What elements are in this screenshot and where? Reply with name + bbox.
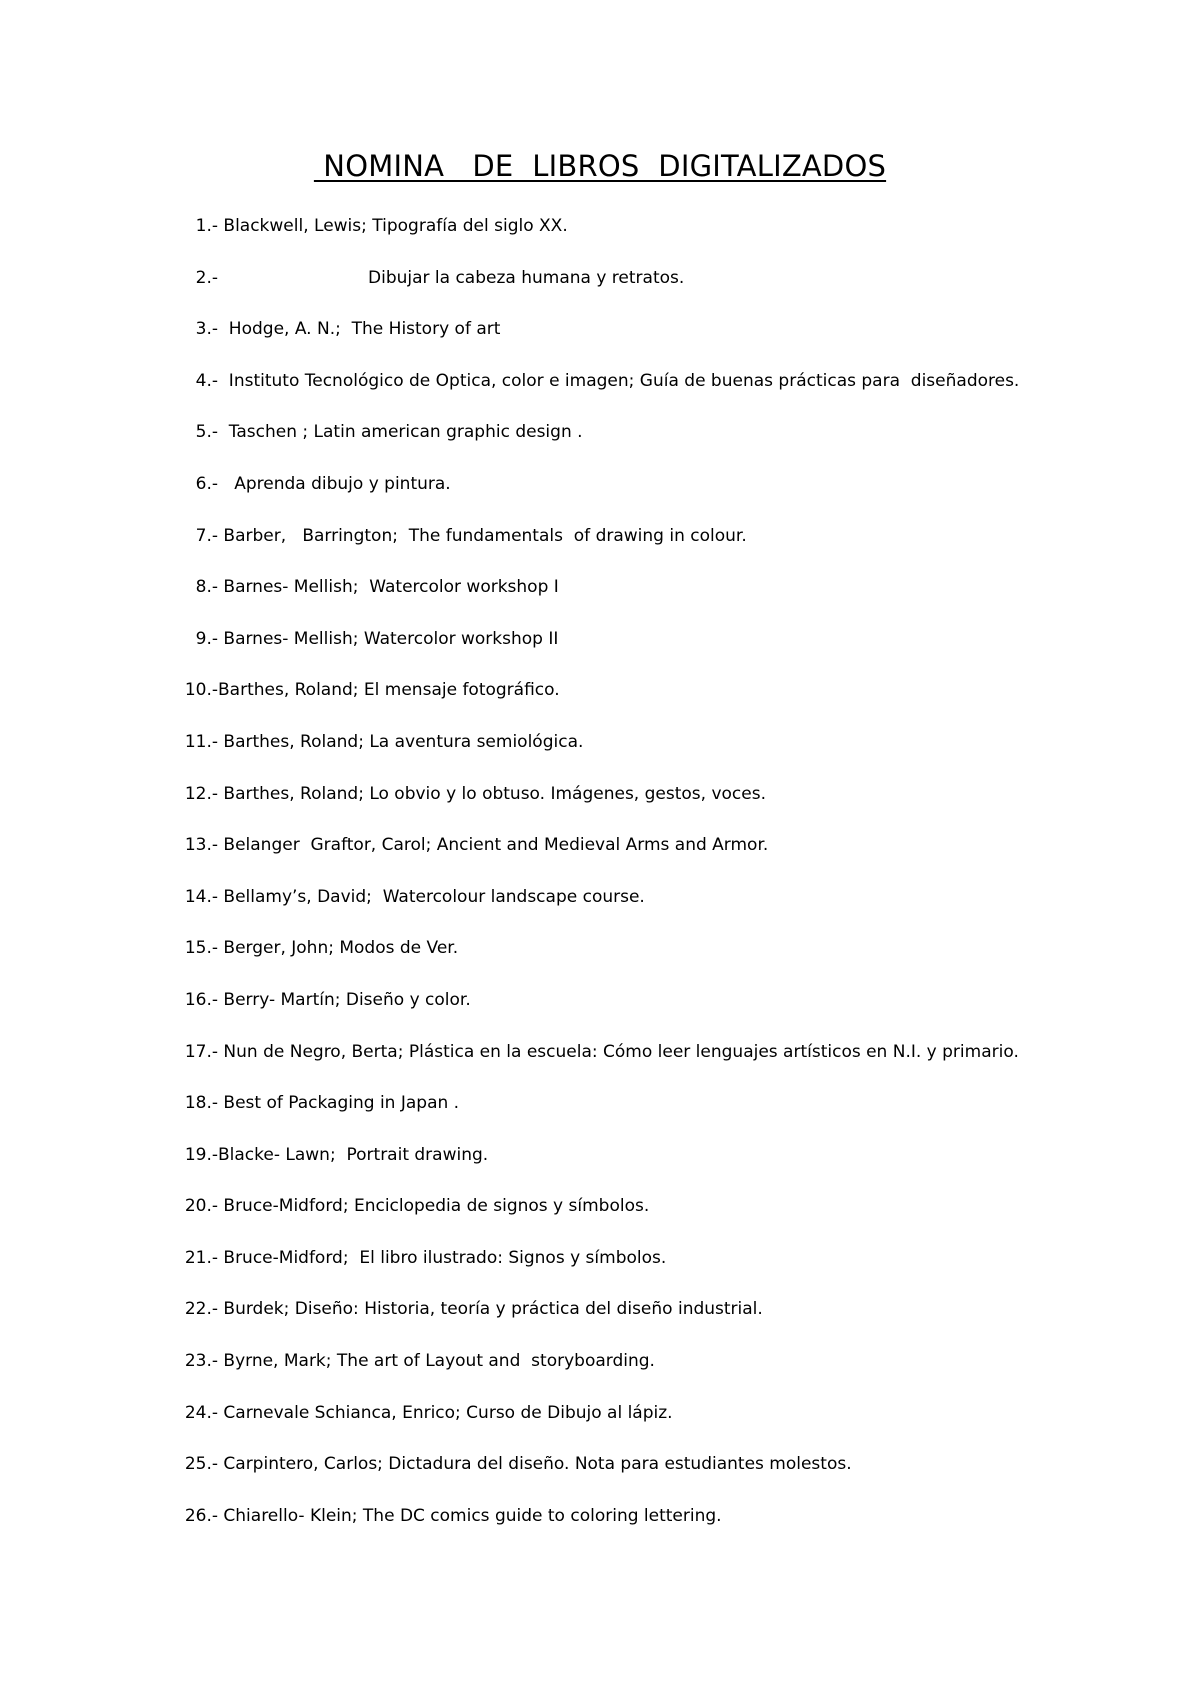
list-item — [0, 1401, 1200, 1453]
item-text: Blackwell, Lewis; Tipografía del siglo XX. — [218, 216, 568, 236]
list-item — [0, 936, 1200, 988]
list-item — [0, 575, 1200, 627]
list-item — [0, 833, 1200, 885]
item-text: Barthes, Roland; Lo obvio y lo obtuso. Imágenes, gestos, voces. — [218, 783, 766, 804]
item-text: Barthes, Roland; El mensaje fotográfico. — [218, 680, 560, 701]
item-number: 2.- — [195, 267, 218, 288]
item-number: 10.- — [184, 680, 218, 701]
item-text: Best of Packaging in Japan . — [218, 1093, 460, 1114]
list-item — [0, 1297, 1200, 1349]
list-item — [0, 420, 1200, 472]
list-item — [0, 1040, 1200, 1092]
list-item — [0, 524, 1200, 576]
list-item — [0, 1452, 1200, 1504]
list-item — [0, 1143, 1200, 1195]
item-number: 12.- — [184, 783, 218, 804]
item-text: Dibujar la cabeza humana y retratos. — [368, 267, 685, 288]
item-text: Barnes- Mellish; Watercolor workshop II — [218, 628, 559, 649]
list-item — [0, 1091, 1200, 1143]
item-number: 15.- — [184, 938, 218, 959]
list-item — [0, 317, 1200, 369]
item-number: 1.- — [195, 216, 218, 236]
item-number: 9.- — [195, 628, 218, 649]
item-text: Bellamy’s, David; Watercolour landscape course. — [218, 886, 645, 907]
item-text: Hodge, A. N.; The History of art — [218, 319, 501, 340]
item-text: Barthes, Roland; La aventura semiológica. — [218, 731, 584, 752]
item-number: 11.- — [184, 731, 218, 752]
item-text: Bruce-Midford; Enciclopedia de signos y símbolos. — [218, 1196, 650, 1217]
item-text: Bruce-Midford; El libro ilustrado: Signos y símbolos. — [218, 1247, 667, 1268]
item-number: 16.- — [184, 989, 218, 1010]
list-item — [0, 988, 1200, 1040]
item-number: 3.- — [195, 319, 218, 340]
list-item — [0, 266, 1200, 318]
list-item — [0, 472, 1200, 524]
item-number: 18.- — [184, 1093, 218, 1114]
list-item — [0, 369, 1200, 421]
list-item — [0, 1194, 1200, 1246]
item-number: 14.- — [184, 886, 218, 907]
item-number: 5.- — [195, 422, 218, 443]
item-number: 8.- — [195, 577, 218, 598]
item-text: Chiarello- Klein; The DC comics guide to coloring lettering. — [218, 1505, 722, 1526]
item-text: Carnevale Schianca, Enrico; Curso de Dibujo al lápiz. — [218, 1402, 673, 1423]
item-text: Berger, John; Modos de Ver. — [218, 938, 459, 959]
item-text: Instituto Tecnológico de Optica, color e imagen; Guía de buenas prácticas para diseñadores. — [218, 370, 1020, 391]
item-number: 23.- — [184, 1351, 218, 1372]
item-text: Berry- Martín; Diseño y color. — [218, 989, 471, 1010]
list-item — [0, 885, 1200, 937]
item-number: 22.- — [184, 1299, 218, 1320]
list-item — [0, 627, 1200, 679]
item-number: 21.- — [184, 1247, 218, 1268]
document-title: NOMINA DE LIBROS DIGITALIZADOS — [313, 149, 887, 183]
list-item — [0, 214, 1200, 266]
list-item — [0, 1504, 1200, 1556]
item-text: Barber, Barrington; The fundamentals of drawing in colour. — [218, 525, 747, 546]
item-text: Aprenda dibujo y pintura. — [218, 473, 451, 494]
item-text: Taschen ; Latin american graphic design . — [218, 422, 583, 443]
list-item — [0, 782, 1200, 834]
item-number: 24.- — [184, 1402, 218, 1423]
item-number: 20.- — [184, 1196, 218, 1217]
item-text: Barnes- Mellish; Watercolor workshop I — [218, 577, 559, 598]
item-number: 19.- — [184, 1144, 218, 1165]
item-text: Carpintero, Carlos; Dictadura del diseño. Nota para estudiantes molestos. — [218, 1454, 852, 1475]
item-number: 13.- — [184, 835, 218, 856]
list-item — [0, 1349, 1200, 1401]
item-text: Blacke- Lawn; Portrait drawing. — [218, 1144, 489, 1165]
item-number: 25.- — [184, 1454, 218, 1475]
item-text: Burdek; Diseño: Historia, teoría y práctica del diseño industrial. — [218, 1299, 763, 1320]
book-list — [0, 214, 1200, 1555]
item-number: 7.- — [195, 525, 218, 546]
item-text: Nun de Negro, Berta; Plástica en la escuela: Cómo leer lenguajes artísticos en N.I. y primario. — [218, 1041, 1019, 1062]
list-item — [0, 730, 1200, 782]
item-number: 17.- — [184, 1041, 218, 1062]
list-item — [0, 678, 1200, 730]
item-number: 4.- — [195, 370, 218, 391]
list-item — [0, 1246, 1200, 1298]
item-number: 6.- — [195, 473, 218, 494]
item-number: 26.- — [184, 1505, 218, 1526]
item-text: Byrne, Mark; The art of Layout and storyboarding. — [218, 1351, 655, 1372]
item-text: Belanger Graftor, Carol; Ancient and Medieval Arms and Armor. — [218, 835, 769, 856]
